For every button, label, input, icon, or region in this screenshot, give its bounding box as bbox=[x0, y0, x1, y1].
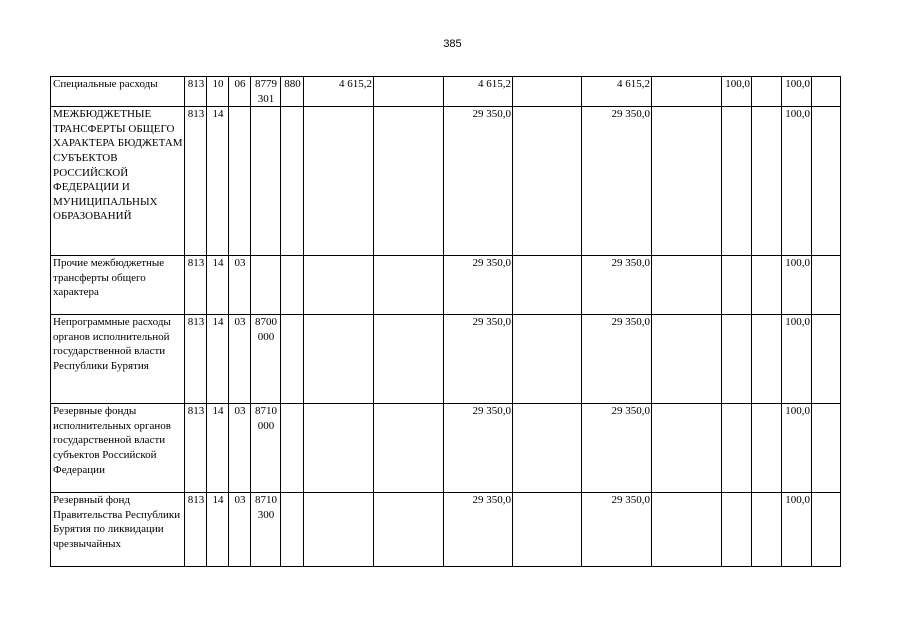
cell-v2 bbox=[374, 493, 444, 567]
cell-rz: 10 bbox=[207, 77, 229, 107]
table-row bbox=[51, 107, 841, 256]
cell-p2 bbox=[752, 77, 782, 107]
cell-p2 bbox=[752, 256, 782, 315]
cell-rz: 14 bbox=[207, 107, 229, 256]
cell-p2 bbox=[752, 107, 782, 256]
cell-vr bbox=[281, 107, 304, 256]
cell-name: Прочие межбюджетные трансферты общего характера bbox=[51, 256, 185, 315]
cell-csr: 8779 301 bbox=[251, 77, 281, 107]
cell-p1 bbox=[722, 256, 752, 315]
cell-name: Специальные расходы bbox=[51, 77, 185, 107]
cell-v3: 29 350,0 bbox=[444, 315, 513, 404]
cell-grbs: 813 bbox=[185, 107, 207, 256]
cell-rz: 14 bbox=[207, 404, 229, 493]
cell-v4 bbox=[513, 107, 582, 256]
cell-pr: 03 bbox=[229, 493, 251, 567]
cell-p3: 100,0 bbox=[782, 77, 812, 107]
cell-grbs: 813 bbox=[185, 493, 207, 567]
cell-name: Резервный фонд Правительства Республики Бурятия по ликвидации чрезвычайных bbox=[51, 493, 185, 567]
table-row bbox=[51, 315, 841, 404]
cell-v5: 29 350,0 bbox=[582, 256, 652, 315]
cell-v3: 29 350,0 bbox=[444, 256, 513, 315]
cell-csr bbox=[251, 107, 281, 256]
cell-v5: 29 350,0 bbox=[582, 107, 652, 256]
cell-v5: 29 350,0 bbox=[582, 404, 652, 493]
cell-pr: 03 bbox=[229, 315, 251, 404]
cell-rz: 14 bbox=[207, 256, 229, 315]
cell-v6 bbox=[652, 404, 722, 493]
cell-p1 bbox=[722, 107, 752, 256]
cell-v1 bbox=[304, 493, 374, 567]
cell-v6 bbox=[652, 107, 722, 256]
table-row bbox=[51, 404, 841, 493]
cell-rz: 14 bbox=[207, 315, 229, 404]
cell-vr bbox=[281, 256, 304, 315]
cell-p3: 100,0 bbox=[782, 493, 812, 567]
cell-v6 bbox=[652, 315, 722, 404]
cell-grbs: 813 bbox=[185, 315, 207, 404]
cell-rz: 14 bbox=[207, 493, 229, 567]
cell-v4 bbox=[513, 404, 582, 493]
cell-p1 bbox=[722, 404, 752, 493]
cell-csr bbox=[251, 256, 281, 315]
cell-p2 bbox=[752, 493, 782, 567]
cell-v3: 29 350,0 bbox=[444, 493, 513, 567]
cell-grbs: 813 bbox=[185, 77, 207, 107]
cell-name: МЕЖБЮДЖЕТНЫЕ ТРАНСФЕРТЫ ОБЩЕГО ХАРАКТЕРА БЮДЖЕТАМ СУБЪЕКТОВ РОССИЙСКОЙ ФЕДЕРАЦИИ И МУНИЦИПАЛЬНЫХ ОБРАЗОВАНИЙ bbox=[51, 107, 185, 256]
cell-p2 bbox=[752, 315, 782, 404]
cell-p3: 100,0 bbox=[782, 256, 812, 315]
table-row bbox=[51, 77, 841, 107]
cell-v2 bbox=[374, 77, 444, 107]
cell-v3: 4 615,2 bbox=[444, 77, 513, 107]
cell-vr bbox=[281, 315, 304, 404]
cell-vr bbox=[281, 493, 304, 567]
page-number: 385 bbox=[443, 38, 462, 50]
cell-v1 bbox=[304, 107, 374, 256]
cell-v6 bbox=[652, 493, 722, 567]
cell-v3: 29 350,0 bbox=[444, 107, 513, 256]
cell-csr: 8710 300 bbox=[251, 493, 281, 567]
cell-p3: 100,0 bbox=[782, 315, 812, 404]
cell-v2 bbox=[374, 256, 444, 315]
cell-v1: 4 615,2 bbox=[304, 77, 374, 107]
cell-v5: 4 615,2 bbox=[582, 77, 652, 107]
cell-pr: 06 bbox=[229, 77, 251, 107]
cell-p3: 100,0 bbox=[782, 107, 812, 256]
cell-p2 bbox=[752, 404, 782, 493]
cell-p4 bbox=[812, 404, 841, 493]
cell-p1 bbox=[722, 493, 752, 567]
cell-v6 bbox=[652, 77, 722, 107]
table-row bbox=[51, 256, 841, 315]
budget-table bbox=[50, 76, 841, 567]
cell-p1 bbox=[722, 315, 752, 404]
cell-p4 bbox=[812, 493, 841, 567]
cell-grbs: 813 bbox=[185, 404, 207, 493]
budget-table-body bbox=[51, 77, 841, 567]
cell-v4 bbox=[513, 77, 582, 107]
cell-v1 bbox=[304, 315, 374, 404]
cell-v4 bbox=[513, 315, 582, 404]
cell-v2 bbox=[374, 404, 444, 493]
cell-v6 bbox=[652, 256, 722, 315]
cell-v5: 29 350,0 bbox=[582, 493, 652, 567]
cell-v4 bbox=[513, 493, 582, 567]
cell-pr bbox=[229, 107, 251, 256]
table-row bbox=[51, 493, 841, 567]
cell-v1 bbox=[304, 256, 374, 315]
cell-v3: 29 350,0 bbox=[444, 404, 513, 493]
cell-name: Непрограммные расходы органов исполнительной государственной власти Республики Бурятия bbox=[51, 315, 185, 404]
cell-pr: 03 bbox=[229, 256, 251, 315]
cell-p4 bbox=[812, 256, 841, 315]
cell-p3: 100,0 bbox=[782, 404, 812, 493]
cell-v1 bbox=[304, 404, 374, 493]
cell-v4 bbox=[513, 256, 582, 315]
cell-csr: 8700 000 bbox=[251, 315, 281, 404]
cell-p4 bbox=[812, 107, 841, 256]
cell-pr: 03 bbox=[229, 404, 251, 493]
cell-p4 bbox=[812, 315, 841, 404]
cell-v2 bbox=[374, 107, 444, 256]
cell-v2 bbox=[374, 315, 444, 404]
cell-vr bbox=[281, 404, 304, 493]
cell-name: Резервные фонды исполнительных органов государственной власти субъектов Российской Федерации bbox=[51, 404, 185, 493]
cell-p4 bbox=[812, 77, 841, 107]
cell-csr: 8710 000 bbox=[251, 404, 281, 493]
cell-p1: 100,0 bbox=[722, 77, 752, 107]
cell-v5: 29 350,0 bbox=[582, 315, 652, 404]
cell-grbs: 813 bbox=[185, 256, 207, 315]
cell-vr: 880 bbox=[281, 77, 304, 107]
